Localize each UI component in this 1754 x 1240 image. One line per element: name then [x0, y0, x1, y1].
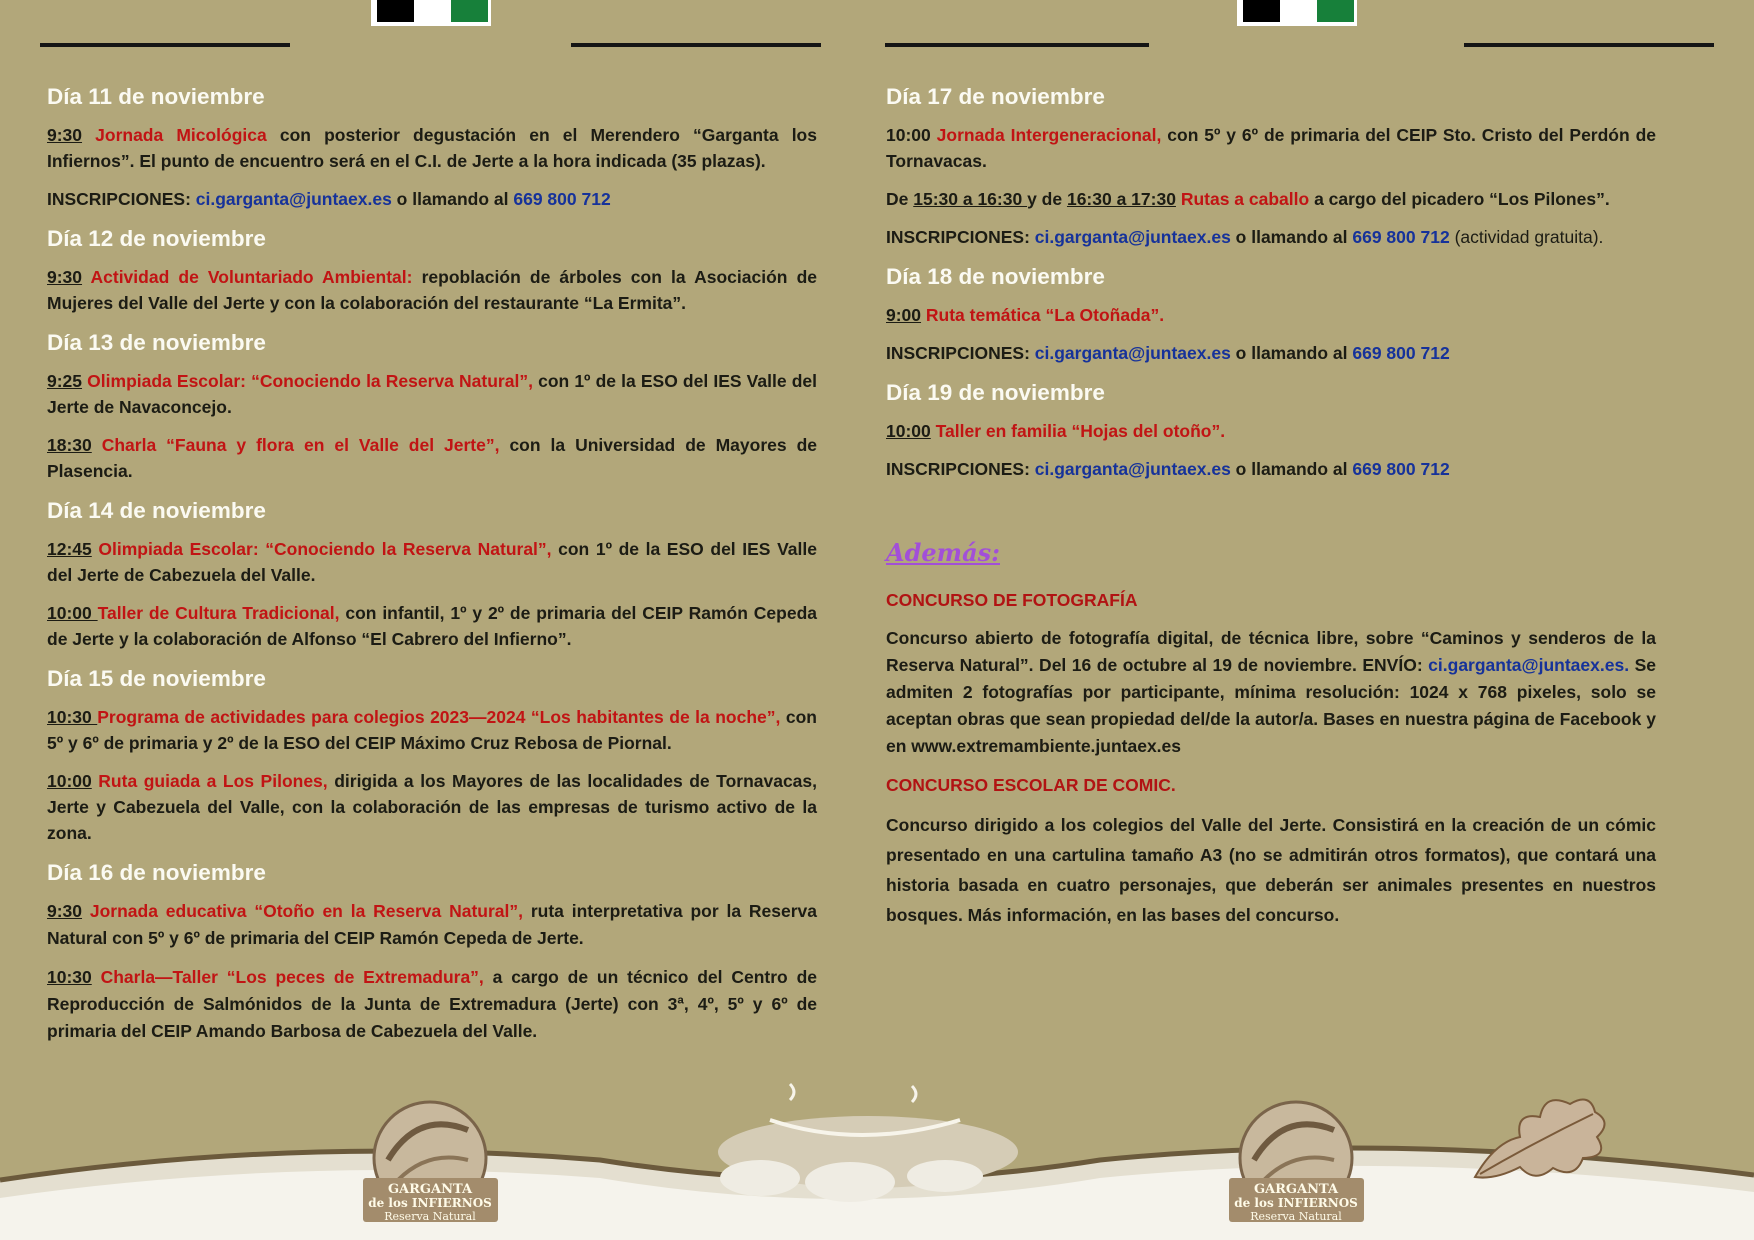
inscription-label: INSCRIPCIONES: [886, 459, 1035, 479]
flag-black-stripe [377, 0, 414, 22]
inscription-line [47, 186, 817, 212]
day-heading: Día 17 de noviembre [886, 84, 1105, 109]
phone-prefix: o llamando al [1230, 227, 1353, 247]
activity-paragraph [886, 186, 1656, 212]
activity-description: con 1º de la ESO del IES Valle del Jerte de Cabezuela del Valle. [47, 539, 817, 585]
activity-paragraph [47, 536, 817, 588]
activity-time: 9:30 [47, 267, 83, 287]
logo-line-2: de los INFIERNOS [368, 1196, 492, 1210]
phone-prefix: o llamando al [391, 189, 514, 209]
time-joiner: y de [1027, 189, 1067, 209]
activity-description: con infantil, 1º y 2º de primaria del CEIP Ramón Cepeda de Jerte y la colaboración de Alfonso “El Cabrero del Infierno”. [47, 603, 817, 649]
reserve-logo [1224, 1100, 1374, 1230]
inscription-label: INSCRIPCIONES: [47, 189, 196, 209]
activity-paragraph [47, 898, 817, 952]
activity-description: con la Universidad de Mayores de Plasencia. [47, 435, 817, 481]
activity-time: 10:30 [47, 707, 98, 727]
activity-name: Jornada Intergeneracional, [936, 125, 1162, 145]
activity-name: Rutas a caballo [1175, 189, 1310, 209]
activity-time: 10:30 [47, 967, 92, 987]
left-column [47, 82, 817, 1057]
phone-link[interactable]: 669 800 712 [513, 189, 611, 209]
email-link[interactable]: ci.garganta@juntaex.es [195, 189, 392, 209]
phone-prefix: o llamando al [1230, 459, 1353, 479]
activity-description: con 5º y 6º de primaria y 2º de la ESO del CEIP Máximo Cruz Rebosa de Piornal. [47, 707, 817, 753]
inscription-note: (actividad gratuita). [1449, 227, 1604, 247]
phone-link[interactable]: 669 800 712 [1352, 459, 1450, 479]
activity-description: repoblación de árboles con la Asociación de Mujeres del Valle del Jerte y con la colaboración del restaurante “La Ermita”. [47, 267, 817, 313]
activity-name: Taller en familia “Hojas del otoño”. [930, 421, 1226, 441]
comic-contest-text: Concurso dirigido a los colegios del Valle del Jerte. Consistirá en la creación de un cómic presentado en una cartulina tamaño A3 (no se admitirán otros formatos), que contará una historia basada en cuatro personajes, que deberán ser animales presentes en nuestros bosques. Más información, en las bases del concurso. [886, 815, 1656, 925]
activity-time: 10:00 [886, 421, 931, 441]
activity-time: 9:00 [886, 305, 922, 325]
day-heading: Día 16 de noviembre [47, 860, 266, 885]
photo-contest-title: CONCURSO DE FOTOGRAFÍA [886, 590, 1138, 610]
phone-link[interactable]: 669 800 712 [1352, 227, 1450, 247]
phone-prefix: o llamando al [1230, 343, 1353, 363]
flag-black-stripe [1243, 0, 1280, 22]
email-link[interactable]: ci.garganta@juntaex.es [1034, 227, 1231, 247]
activity-paragraph [47, 368, 817, 420]
activity-time: 9:30 [47, 125, 83, 145]
day-heading: Día 12 de noviembre [47, 226, 266, 251]
activity-name: Ruta guiada a Los Pilones, [91, 771, 328, 791]
activity-paragraph [886, 418, 1656, 444]
activity-time: 9:25 [47, 371, 83, 391]
activity-description: a cargo de un técnico del Centro de Reproducción de Salmónidos de la Junta de Extremadura (Jerte) con 3ª, 4º, 5º y 6º de primaria del CEIP Amando Barbosa de Cabezuela del Valle. [47, 967, 817, 1041]
activity-paragraph [47, 964, 817, 1045]
activity-time: 10:00 [886, 125, 937, 145]
activity-description: con posterior degustación en el Merendero “Garganta los Infiernos”. El punto de encuentro será en el C.I. de Jerte a la hora indicada (35 plazas). [47, 125, 817, 171]
ademas-heading: Además: [886, 538, 1000, 567]
activity-time: 16:30 a 17:30 [1066, 189, 1176, 209]
photo-contest-text [886, 625, 1656, 760]
header-rule [1464, 43, 1714, 47]
activity-paragraph [47, 600, 817, 652]
activity-name: Olimpiada Escolar: “Conociendo la Reserva Natural”, [87, 371, 533, 391]
activity-paragraph [47, 264, 817, 316]
email-link[interactable]: ci.garganta@juntaex.es [1034, 459, 1231, 479]
activity-name: Jornada educativa “Otoño en la Reserva Natural”, [82, 901, 523, 921]
activity-time: 18:30 [47, 435, 92, 455]
comic-contest-title: CONCURSO ESCOLAR DE COMIC. [886, 775, 1176, 795]
activity-description: ruta interpretativa por la Reserva Natural con 5º y 6º de primaria del CEIP Ramón Cepeda de Jerte. [47, 901, 818, 948]
activity-paragraph [47, 122, 817, 174]
activity-time: 10:00 [47, 771, 92, 791]
inscription-line [886, 456, 1656, 482]
reserve-logo [358, 1100, 508, 1230]
day-heading: Día 14 de noviembre [47, 498, 266, 523]
day-heading: Día 13 de noviembre [47, 330, 266, 355]
flag-green-stripe [1317, 0, 1354, 22]
activity-paragraph [47, 704, 817, 756]
activity-name: Charla—Taller “Los peces de Extremadura”, [91, 967, 484, 987]
logo-line-1: GARGANTA [1253, 1182, 1339, 1197]
phone-link[interactable]: 669 800 712 [1352, 343, 1450, 363]
activity-time: 12:45 [47, 539, 92, 559]
photo-contest-rules: Se admiten 2 fotografías por participante, mínima resolución: 1024 x 768 pixeles, solo se aceptan obras que sean propiedad del/de la autor/a. Bases en nuestra página de Facebook y en www.extremambiente.juntaex.es [886, 655, 1656, 756]
activity-name: Actividad de Voluntariado Ambiental: [90, 267, 413, 287]
day-heading: Día 19 de noviembre [886, 380, 1105, 405]
activity-description: con 1º de la ESO del IES Valle del Jerte de Navaconcejo. [47, 371, 817, 417]
activity-paragraph [886, 302, 1656, 328]
logo-line-2: de los INFIERNOS [1234, 1196, 1358, 1210]
flag-left [371, 0, 491, 26]
inscription-line [886, 340, 1656, 366]
day-heading: Día 18 de noviembre [886, 264, 1105, 289]
activity-name: Olimpiada Escolar: “Conociendo la Reserva Natural”, [98, 539, 552, 559]
activity-time: 9:30 [47, 901, 83, 921]
activity-name: Charla “Fauna y flora en el Valle del Jerte”, [101, 435, 500, 455]
day-heading: Día 15 de noviembre [47, 666, 266, 691]
activity-paragraph [47, 768, 817, 846]
email-link[interactable]: ci.garganta@juntaex.es [1034, 343, 1231, 363]
day-heading: Día 11 de noviembre [47, 84, 265, 109]
activity-name: Programa de actividades para colegios 2023—2024 “Los habitantes de la noche”, [97, 707, 781, 727]
time-prefix: De [886, 189, 914, 209]
activity-description: dirigida a los Mayores de las localidades de Tornavacas, Jerte y Cabezuela del Valle, con la colaboración de las empresas de turismo activo de la zona. [47, 771, 818, 843]
header-rule [571, 43, 821, 47]
activity-paragraph [886, 122, 1656, 174]
activity-name: Taller de Cultura Tradicional, [97, 603, 340, 623]
flag-right [1237, 0, 1357, 26]
logo-line-3: Reserva Natural [384, 1210, 476, 1223]
inscription-label: INSCRIPCIONES: [886, 227, 1035, 247]
activity-time: 10:00 [47, 603, 98, 623]
header-rule [40, 43, 290, 47]
activity-description: a cargo del picadero “Los Pilones”. [1309, 189, 1610, 209]
activity-paragraph [47, 432, 817, 484]
photo-contest-description: Concurso abierto de fotografía digital, de técnica libre, sobre “Caminos y senderos de la Reserva Natural”. Del 16 de octubre al 19 de noviembre. ENVÍO: [886, 628, 1656, 675]
header-rule [885, 43, 1149, 47]
email-link[interactable]: ci.garganta@juntaex.es. [1428, 655, 1630, 675]
inscription-label: INSCRIPCIONES: [886, 343, 1035, 363]
activity-description: con 5º y 6º de primaria del CEIP Sto. Cristo del Perdón de Tornavacas. [886, 125, 1656, 171]
logo-line-3: Reserva Natural [1250, 1210, 1342, 1223]
logo-line-1: GARGANTA [387, 1182, 473, 1197]
activity-name: Jornada Micológica [95, 125, 267, 145]
inscription-line [886, 224, 1656, 250]
activity-name: Ruta temática “La Otoñada”. [921, 305, 1165, 325]
right-column [886, 82, 1656, 942]
oak-leaf-icon [1465, 1082, 1615, 1192]
flag-green-stripe [451, 0, 488, 22]
activity-time: 15:30 a 16:30 [913, 189, 1028, 209]
